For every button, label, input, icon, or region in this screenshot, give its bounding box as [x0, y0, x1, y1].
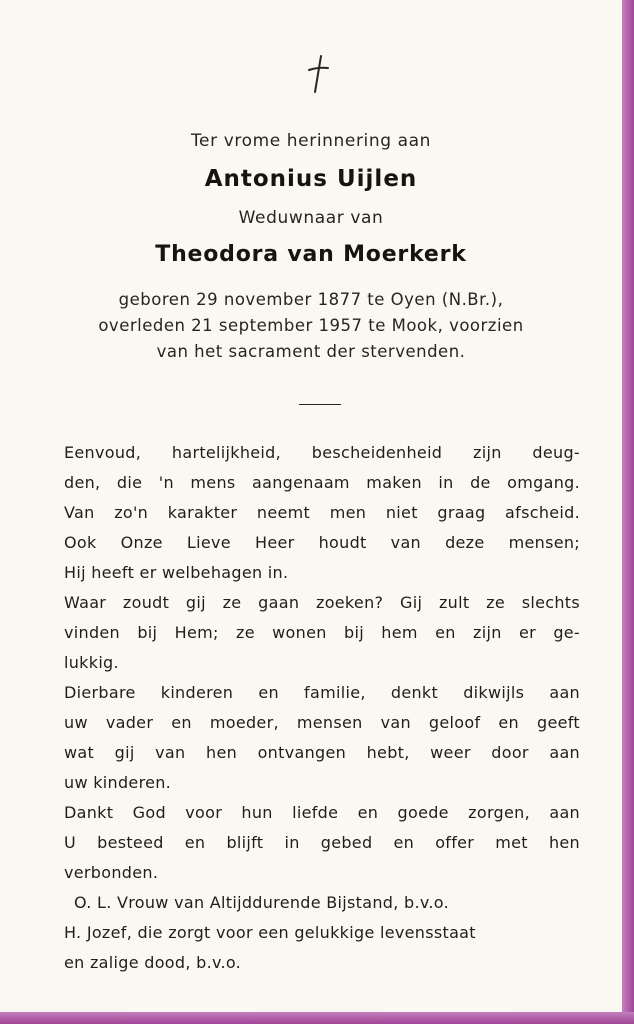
death-line: overleden 21 september 1957 te Mook, voorzien: [98, 316, 524, 335]
text-line: O. L. Vrouw van Altijddurende Bijstand, b.v.o.: [74, 893, 449, 912]
birth-line: geboren 29 november 1877 te Oyen (N.Br.),: [118, 290, 504, 309]
card-edge-bottom: [0, 1012, 634, 1024]
text-line: uw kinderen.: [64, 773, 172, 792]
intro-text: Ter vrome herinnering aan: [190, 131, 432, 151]
sacrament-line: van het sacrament der stervenden.: [156, 342, 466, 361]
memorial-text: [64, 438, 580, 978]
divider-line: [299, 404, 341, 405]
text-line: lukkig.: [64, 653, 119, 672]
life-details: [0, 287, 622, 365]
text-line: Dierbare kinderen en familie, denkt dikwijls aan: [64, 683, 580, 702]
spouse-name: Theodora van Moerkerk: [155, 242, 467, 267]
text-line: Eenvoud, hartelijkheid, bescheidenheid zijn deug-: [64, 443, 580, 462]
text-line: Waar zoudt gij ze gaan zoeken? Gij zult ze slechts: [64, 593, 580, 612]
text-line: Ook Onze Lieve Heer houdt van deze mensen;: [64, 533, 580, 552]
text-line: Van zo'n karakter neemt men niet graag afscheid.: [64, 503, 580, 522]
card-edge-right: [622, 0, 634, 1024]
text-line: uw vader en moeder, mensen van geloof en geeft: [64, 713, 580, 732]
text-line: Hij heeft er welbehagen in.: [64, 563, 289, 582]
text-line: den, die 'n mens aangenaam maken in de omgang.: [64, 473, 580, 492]
text-line: U besteed en blijft in gebed en offer met hen: [64, 833, 580, 852]
relation-text: Weduwnaar van: [238, 208, 384, 228]
text-line: vinden bij Hem; ze wonen bij hem en zijn er ge-: [64, 623, 580, 642]
cross-icon: [300, 52, 336, 96]
text-line: wat gij van hen ontvangen hebt, weer door aan: [64, 743, 580, 762]
text-line: en zalige dood, b.v.o.: [64, 953, 242, 972]
text-line: Dankt God voor hun liefde en goede zorgen, aan: [64, 803, 580, 822]
text-line: verbonden.: [64, 863, 159, 882]
text-line: H. Jozef, die zorgt voor een gelukkige levensstaat: [64, 923, 476, 942]
deceased-name: Antonius Uijlen: [204, 166, 418, 192]
